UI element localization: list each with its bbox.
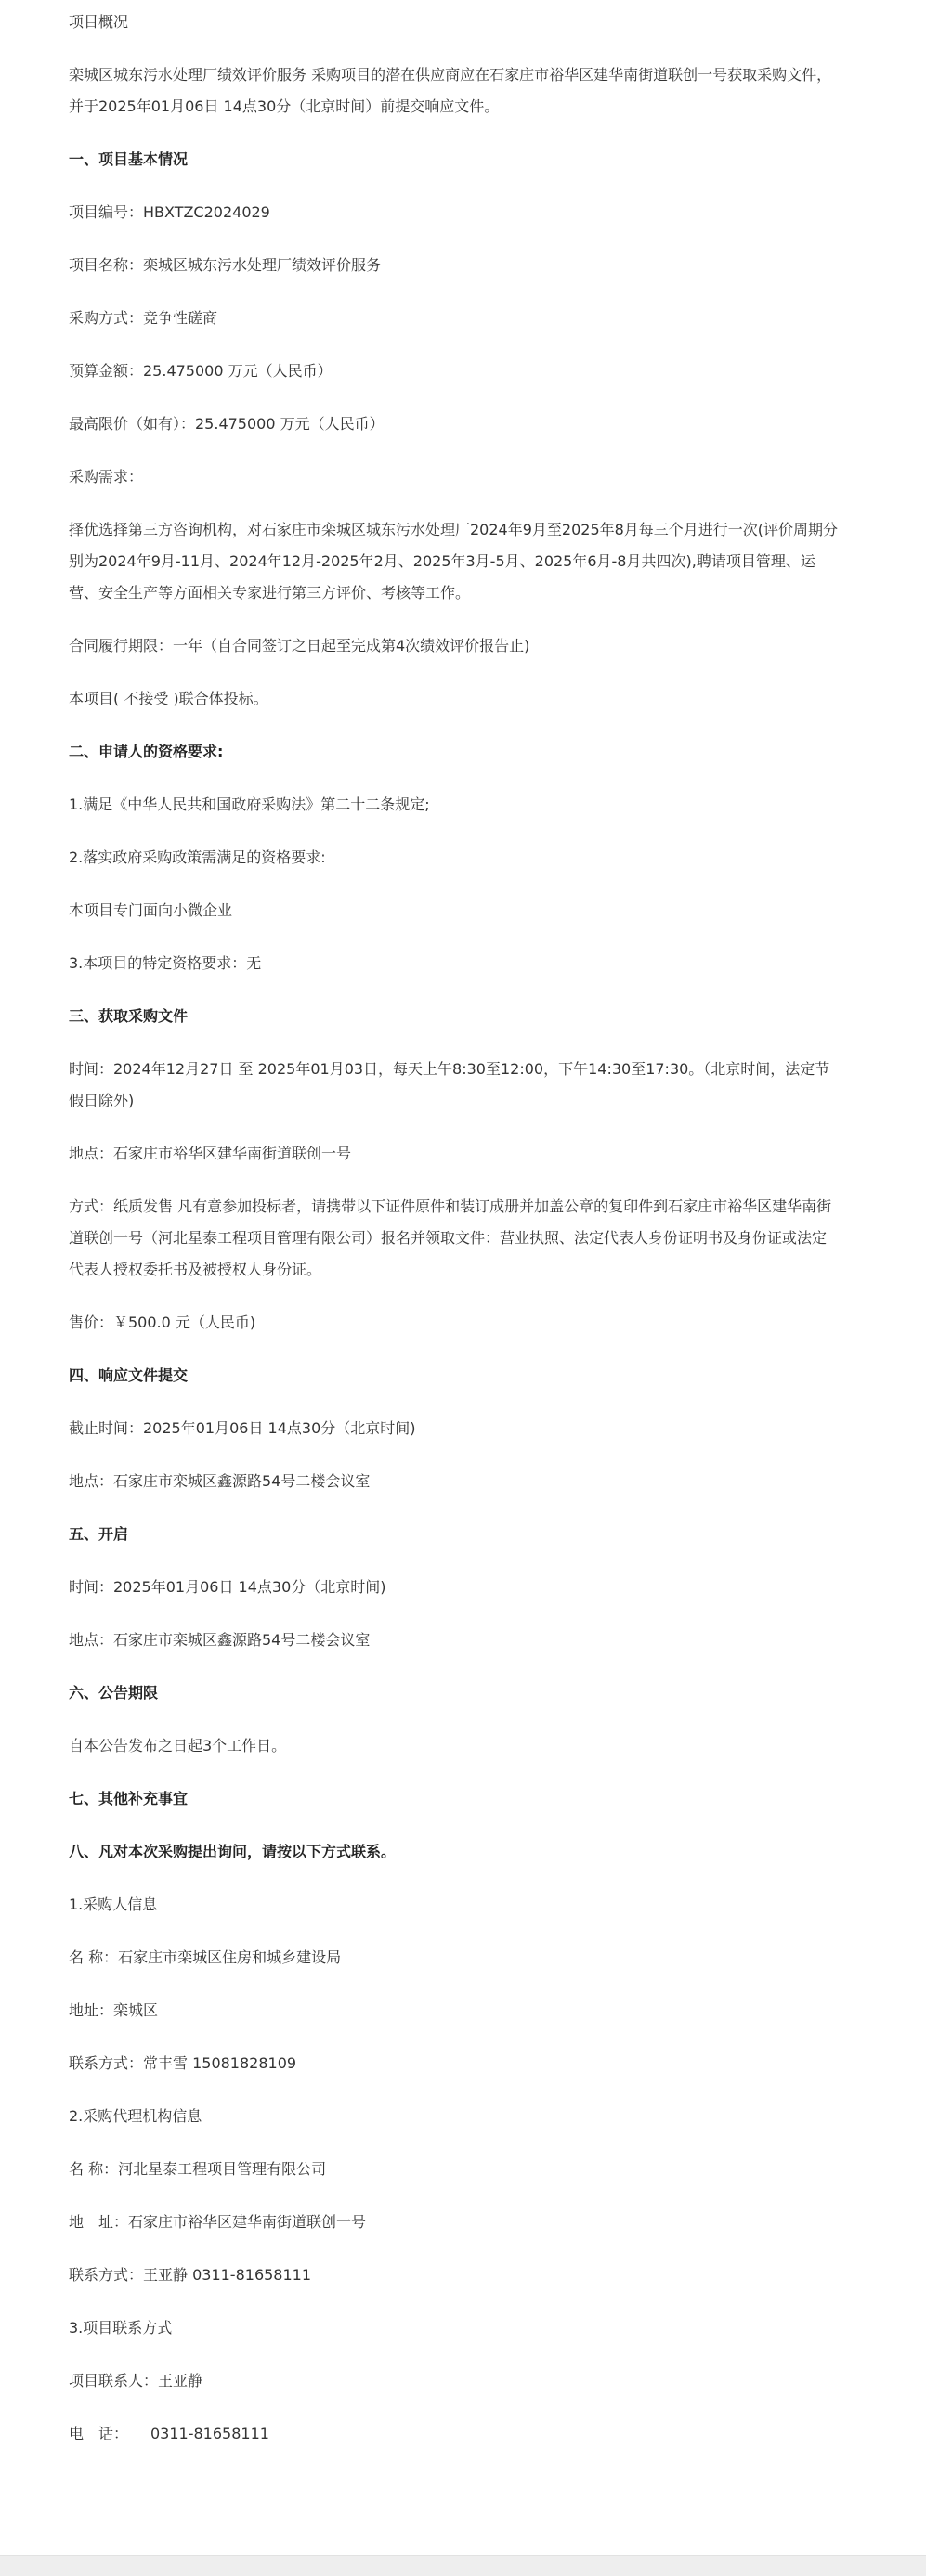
opening-time: 时间：2025年01月06日 14点30分（北京时间)	[69, 1578, 386, 1596]
submission-deadline: 截止时间：2025年01月06日 14点30分（北京时间)	[69, 1419, 416, 1437]
qualification-item-3: 3.本项目的特定资格要求：无	[69, 954, 262, 972]
opening-place: 地点：石家庄市栾城区鑫源路54号二楼会议室	[69, 1631, 371, 1649]
project-name: 项目名称：栾城区城东污水处理厂绩效评价服务	[69, 256, 382, 274]
project-contact-title: 3.项目联系方式	[69, 2319, 173, 2337]
section1-heading: 一、项目基本情况	[69, 150, 189, 168]
consortium-note: 本项目( 不接受 )联合体投标。	[69, 690, 268, 707]
document-obtain-time: 时间：2024年12月27日 至 2025年01月03日，每天上午8:30至12:00，下午14:30至17:30。（北京时间，法定节假日除外)	[69, 1060, 830, 1109]
contract-term: 合同履行期限：一年（自合同签订之日起至完成第4次绩效评价报告止)	[69, 637, 530, 654]
intro-paragraph: 栾城区城东污水处理厂绩效评价服务 采购项目的潜在供应商应在石家庄市裕华区建华南街道联创一号获取采购文件，并于2025年01月06日 14点30分（北京时间）前提交响应文件。	[69, 66, 832, 115]
section3-heading: 三、获取采购文件	[69, 1007, 189, 1025]
demand-label: 采购需求：	[69, 468, 144, 485]
announcement-document	[69, 0, 840, 2450]
project-number: 项目编号：HBXTZC2024029	[69, 203, 270, 221]
project-contact-person: 项目联系人：王亚静	[69, 2372, 203, 2389]
agency-info-title: 2.采购代理机构信息	[69, 2107, 202, 2125]
section4-heading: 四、响应文件提交	[69, 1366, 189, 1384]
qualification-item-2-detail: 本项目专门面向小微企业	[69, 901, 233, 919]
agency-contact: 联系方式：王亚静 0311-81658111	[69, 2266, 312, 2284]
project-phone: 电 话： 0311-81658111	[69, 2425, 269, 2442]
buyer-contact: 联系方式：常丰雪 15081828109	[69, 2054, 297, 2072]
buyer-info-title: 1.采购人信息	[69, 1896, 158, 1913]
agency-name: 名 称：河北星泰工程项目管理有限公司	[69, 2160, 327, 2178]
qualification-item-2: 2.落实政府采购政策需满足的资格要求:	[69, 848, 326, 866]
announcement-period: 自本公告发布之日起3个工作日。	[69, 1737, 287, 1754]
page-title: 项目概况	[69, 13, 129, 31]
submission-place: 地点：石家庄市栾城区鑫源路54号二楼会议室	[69, 1472, 371, 1490]
document-price: 售价：￥500.0 元（人民币)	[69, 1314, 256, 1331]
section8-heading: 八、凡对本次采购提出询问，请按以下方式联系。	[69, 1843, 397, 1860]
section7-heading: 七、其他补充事宜	[69, 1790, 189, 1807]
buyer-name: 名 称：石家庄市栾城区住房和城乡建设局	[69, 1948, 342, 1966]
max-price: 最高限价（如有）：25.475000 万元（人民币）	[69, 415, 385, 433]
buyer-address: 地址：栾城区	[69, 2001, 159, 2019]
document-obtain-place: 地点：石家庄市裕华区建华南街道联创一号	[69, 1145, 352, 1162]
section2-heading: 二、申请人的资格要求:	[69, 743, 224, 760]
qualification-item-1: 1.满足《中华人民共和国政府采购法》第二十二条规定;	[69, 796, 430, 813]
document-obtain-method: 方式：纸质发售 凡有意参加投标者，请携带以下证件原件和装订成册并加盖公章的复印件到石家庄市裕华区建华南街道联创一号（河北星泰工程项目管理有限公司）报名并领取文件：营业执照、法定代表人身份证明书及身份证或法定代表人授权委托书及被授权人身份证。	[69, 1197, 832, 1278]
section6-heading: 六、公告期限	[69, 1684, 159, 1702]
budget-amount: 预算金额：25.475000 万元（人民币）	[69, 362, 333, 380]
demand-text: 择优选择第三方咨询机构，对石家庄市栾城区城东污水处理厂2024年9月至2025年8月每三个月进行一次(评价周期分别为2024年9月-11月、2024年12月-2025年2月、2025年3月-5月、2025年6月-8月共四次),聘请项目管理、运营、安全生产等方面相关专家进行第三方评价、考核等工作。	[69, 521, 839, 602]
page-footer-bar	[0, 2555, 926, 2576]
section5-heading: 五、开启	[69, 1525, 129, 1543]
procurement-method: 采购方式：竞争性磋商	[69, 309, 218, 327]
agency-address: 地 址：石家庄市裕华区建华南街道联创一号	[69, 2213, 367, 2231]
